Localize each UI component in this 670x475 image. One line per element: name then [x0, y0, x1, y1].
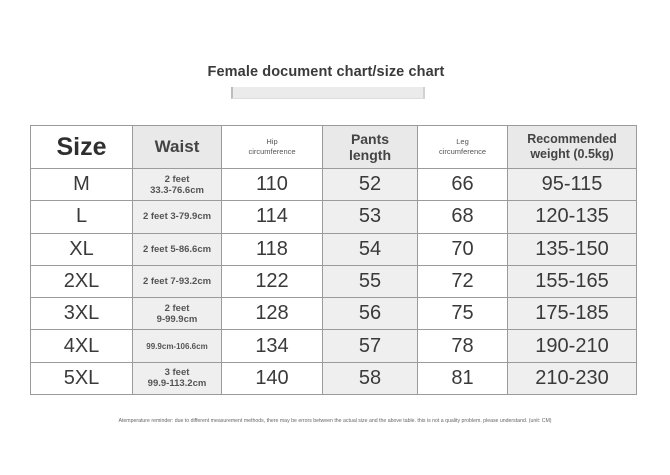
pants-value: 58: [358, 366, 382, 389]
cell-pants: [323, 330, 418, 362]
header-size-label: Size: [56, 132, 107, 161]
header-row: [31, 126, 637, 169]
cell-size: [31, 201, 133, 233]
cell-weight: [508, 298, 637, 330]
size-table: [30, 125, 637, 395]
leg-value: 68: [451, 205, 474, 228]
leg-value: 66: [451, 173, 474, 196]
weight-value: 190-210: [535, 334, 609, 357]
cell-pants: [323, 298, 418, 330]
cell-hip: [222, 201, 323, 233]
header-pants-line-1: Pants: [350, 131, 390, 147]
leg-value: 72: [451, 269, 474, 292]
waist-line-1: 2 feet 5-86.6cm: [142, 243, 212, 255]
cell-waist: [133, 233, 222, 265]
cell-weight: [508, 169, 637, 201]
header-leg-line-2: circumference: [438, 147, 487, 156]
waist-line-1: 2 feet 3-79.9cm: [142, 211, 212, 223]
cell-waist: [133, 169, 222, 201]
cell-hip: [222, 298, 323, 330]
waist-line-1: 2 feet 7-93.2cm: [142, 275, 212, 287]
cell-leg: [418, 362, 508, 394]
hip-value: 114: [256, 205, 288, 228]
cell-waist: [133, 330, 222, 362]
size-value: L: [75, 205, 88, 228]
cell-weight: [508, 201, 637, 233]
header-hip: [222, 126, 323, 169]
size-value: 2XL: [63, 269, 100, 292]
header-hip-line-1: Hip: [266, 137, 278, 146]
pants-value: 57: [358, 334, 382, 357]
pants-value: 53: [358, 205, 382, 228]
pants-value: 55: [358, 269, 382, 292]
header-size: [31, 126, 133, 169]
table-row: [31, 330, 637, 362]
table-row: [31, 265, 637, 297]
footnote: Atemperature reminder: due to different measurement methods, there may be errors between the actual size and the above table. this is not a quality problem. please understand. (unit: CM): [118, 418, 552, 424]
cell-size: [31, 330, 133, 362]
pants-value: 54: [358, 237, 382, 260]
leg-value: 70: [451, 237, 474, 260]
hip-value: 110: [256, 173, 288, 196]
weight-value: 120-135: [535, 205, 609, 228]
weight-value: 175-185: [535, 302, 609, 325]
cell-size: [31, 265, 133, 297]
cell-pants: [323, 362, 418, 394]
cell-waist: [133, 362, 222, 394]
waist-line-2: 9-99.9cm: [156, 313, 198, 325]
cell-waist: [133, 201, 222, 233]
waist-line-1: 99.9cm-106.6cm: [146, 341, 208, 351]
hip-value: 122: [255, 269, 289, 292]
cell-hip: [222, 265, 323, 297]
hip-value: 134: [255, 334, 289, 357]
table-row: [31, 362, 637, 394]
leg-value: 75: [451, 302, 474, 325]
hip-value: 140: [255, 366, 289, 389]
header-weight-line-1: Recommended: [527, 132, 617, 146]
table-row: [31, 201, 637, 233]
cell-pants: [323, 169, 418, 201]
cell-hip: [222, 233, 323, 265]
cell-pants: [323, 201, 418, 233]
header-pants-line-2: length: [349, 147, 391, 163]
weight-value: 210-230: [535, 366, 609, 389]
cell-weight: [508, 330, 637, 362]
hip-value: 118: [256, 237, 288, 260]
size-value: 4XL: [63, 334, 100, 357]
cell-size: [31, 169, 133, 201]
cell-leg: [418, 169, 508, 201]
header-weight-line-2: weight (0.5kg): [530, 147, 614, 161]
table-row: [31, 169, 637, 201]
cell-hip: [222, 330, 323, 362]
table-row: [31, 233, 637, 265]
weight-value: 95-115: [541, 173, 603, 196]
header-waist: [133, 126, 222, 169]
leg-value: 78: [451, 334, 474, 357]
waist-line-1: 2 feet: [164, 173, 190, 185]
cell-hip: [222, 169, 323, 201]
cell-size: [31, 298, 133, 330]
table-row: [31, 298, 637, 330]
size-value: XL: [69, 237, 94, 260]
cell-weight: [508, 362, 637, 394]
weight-value: 155-165: [535, 269, 609, 292]
size-value: 3XL: [63, 302, 100, 325]
pants-value: 56: [358, 302, 382, 325]
header-pants-length: [323, 126, 418, 169]
waist-line-1: 3 feet: [164, 367, 190, 379]
cell-leg: [418, 201, 508, 233]
header-leg: [418, 126, 508, 169]
cell-pants: [323, 233, 418, 265]
size-value: M: [73, 173, 90, 196]
cell-waist: [133, 265, 222, 297]
waist-line-2: 99.9-113.2cm: [147, 378, 207, 390]
title-underline-bar: [231, 87, 425, 99]
weight-value: 135-150: [535, 237, 609, 260]
cell-weight: [508, 233, 637, 265]
header-hip-line-2: circumference: [248, 147, 296, 156]
header-weight: [508, 126, 637, 169]
cell-leg: [418, 330, 508, 362]
cell-leg: [418, 233, 508, 265]
cell-hip: [222, 362, 323, 394]
header-waist-label: Waist: [154, 137, 200, 156]
waist-line-1: 2 feet: [164, 302, 190, 314]
cell-waist: [133, 298, 222, 330]
size-value: 5XL: [63, 366, 100, 389]
waist-line-2: 33.3-76.6cm: [150, 184, 204, 196]
cell-leg: [418, 298, 508, 330]
cell-size: [31, 233, 133, 265]
cell-leg: [418, 265, 508, 297]
chart-title: Female document chart/size chart: [207, 64, 445, 80]
header-leg-line-1: Leg: [456, 137, 469, 146]
cell-size: [31, 362, 133, 394]
cell-pants: [323, 265, 418, 297]
cell-weight: [508, 265, 637, 297]
hip-value: 128: [255, 302, 289, 325]
pants-value: 52: [358, 173, 382, 196]
leg-value: 81: [451, 366, 474, 389]
